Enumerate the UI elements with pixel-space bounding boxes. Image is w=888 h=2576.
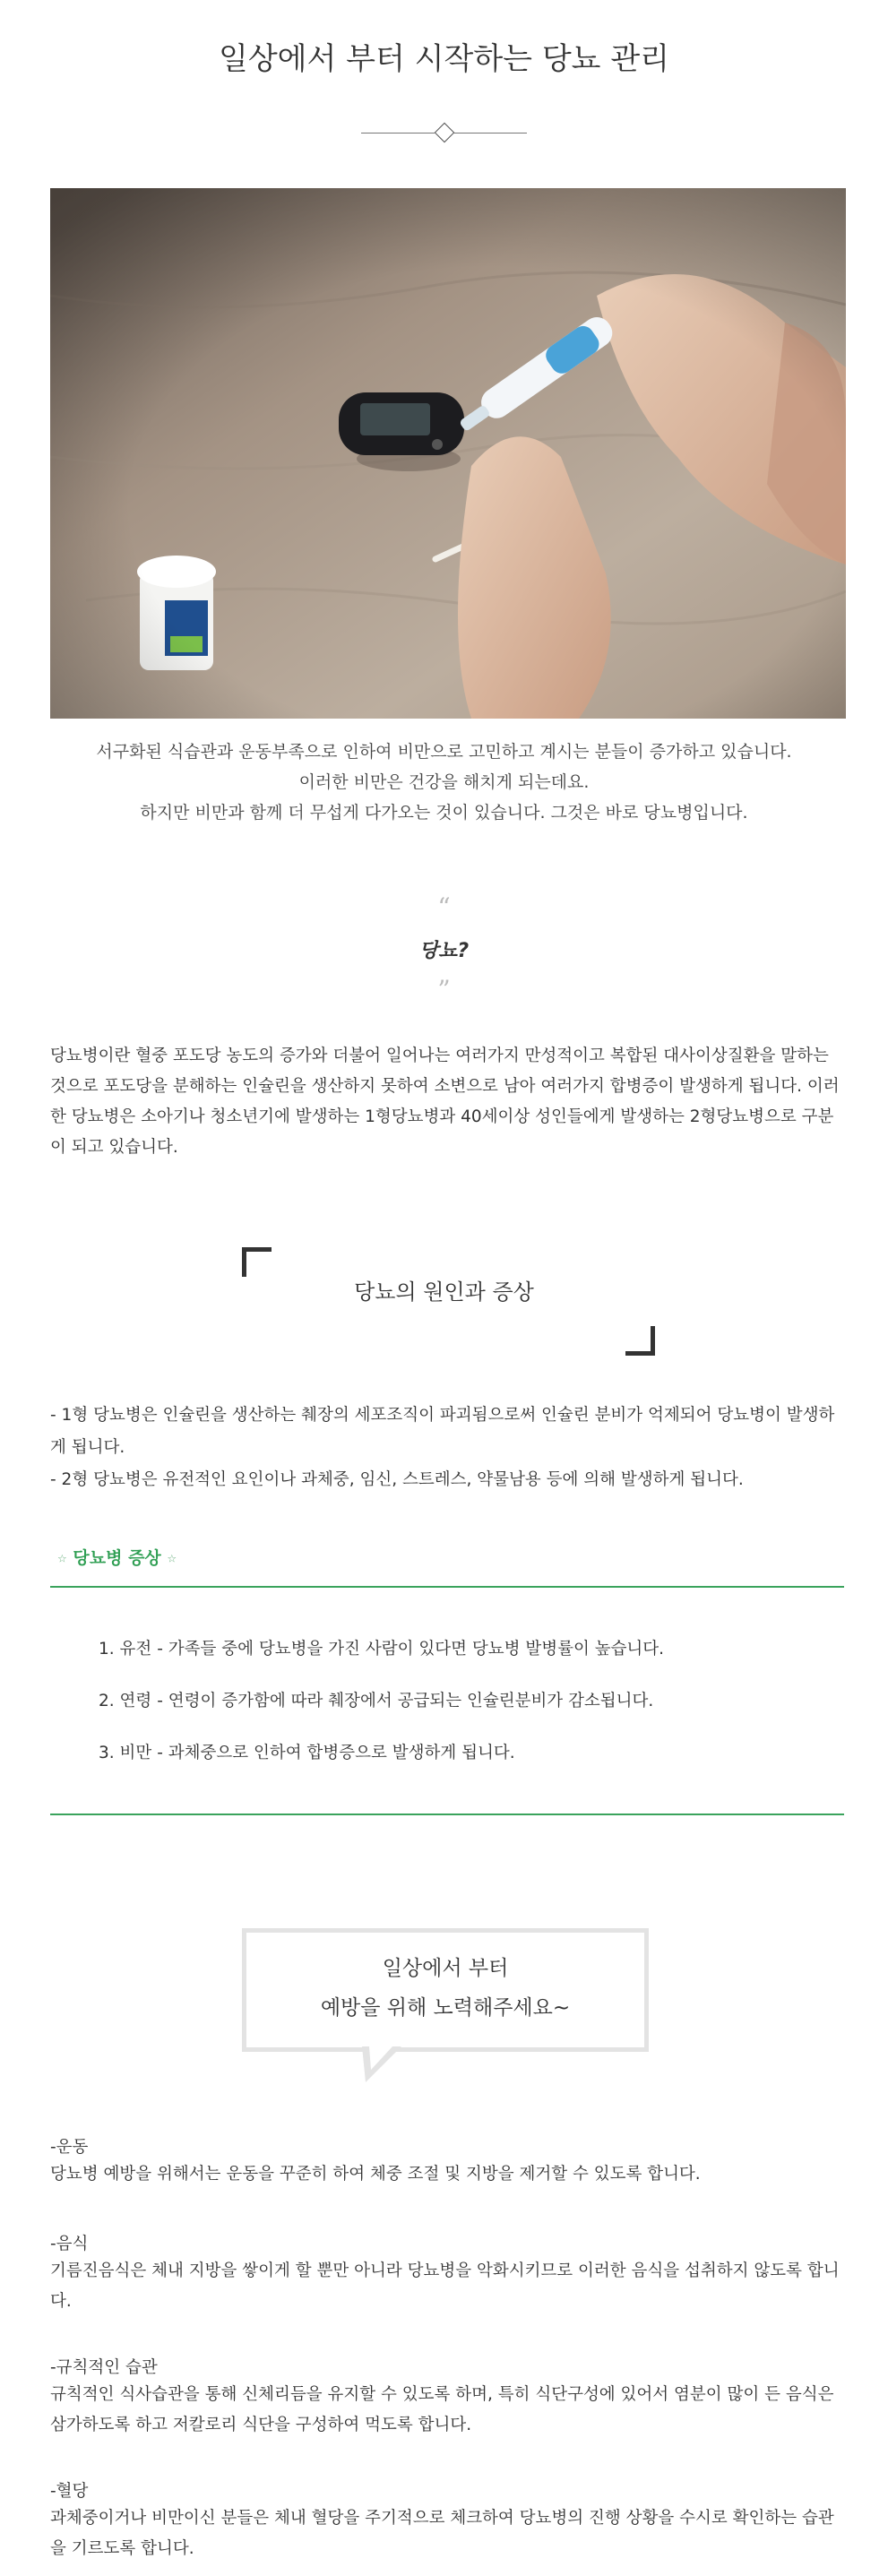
type1-cause-text: - 1형 당뇨병은 인슐린을 생산하는 췌장의 세포조직이 파괴됨으로써 인슐린 분비가 억제되어 당뇨병이 발생하게 됩니다. [50,1406,835,1457]
tip-label-exercise: -운동 [50,2138,89,2157]
speech-bubble-tail [358,2046,412,2086]
symptoms-bottom-rule [50,1814,844,1815]
corner-bracket-top-left [242,1247,272,1277]
symptom-item: 1. 유전 - 가족들 중에 당뇨병을 가진 사람이 있다면 당뇨병 발병률이 높습니다. [99,1640,665,1658]
intro-text [0,737,888,828]
star-icon: ☆ [57,1552,67,1565]
symptoms-top-rule [50,1586,844,1588]
close-quote-icon: ” [437,975,451,1004]
tip-text-habits: 규칙적인 식사습관을 통해 신체리듬을 유지할 수 있도록 하며, 특히 식단구성에 있어서 염분이 많이 든 음식은 삼가하도록 하고 저칼로리 식단을 구성하여 먹도록 합니다. [50,2385,834,2434]
tip-label-blood-sugar: -혈당 [50,2482,89,2501]
tip-label-habits: -규칙적인 습관 [50,2358,158,2377]
causes-section-title: 당뇨의 원인과 증상 [354,1279,534,1305]
symptoms-heading [57,1545,177,1569]
definition-text: 당뇨병이란 혈중 포도당 농도의 증가와 더불어 일어나는 여러가지 만성적이고 복합된 대사이상질환을 말하는 것으로 포도당을 분해하는 인슐린을 생산하지 못하여 소변으로 남아 여러가지 합병증이 발생하게 됩니다. 이러한 당뇨병은 소아기나 청소년기에 발생하는 1형당뇨병과 40세이상 성인들에게 발생하는 2형당뇨병으로 구분이 되고 있습니다. [50,1047,840,1157]
title-divider-right [453,133,527,134]
bubble-line-2: 예방을 위해 노력해주세요~ [320,1996,571,2020]
tip-text-food: 기름진음식은 체내 지방을 쌓이게 할 뿐만 아니라 당뇨병을 악화시키므로 이러한 음식을 섭취하지 않도록 합니다. [50,2262,840,2311]
corner-bracket-bottom-right [625,1326,655,1356]
speech-bubble [242,1928,649,2052]
symptom-item: 2. 연령 - 연령이 증가함에 따라 췌장에서 공급되는 인슐린분비가 감소됩니다. [99,1692,654,1710]
title-divider-left [361,133,435,134]
tip-text-blood-sugar: 과체중이거나 비만이신 분들은 체내 혈당을 주기적으로 체크하여 당뇨병의 진행 상황을 수시로 확인하는 습관을 기르도록 합니다. [50,2509,834,2558]
type2-cause-text: - 2형 당뇨병은 유전적인 요인이나 과체중, 임신, 스트레스, 약물남용 등에 의해 발생하게 됩니다. [50,1470,744,1489]
page-title: 일상에서 부터 시작하는 당뇨 관리 [218,41,670,77]
diamond-icon [435,123,455,143]
symptoms-heading-label: 당뇨병 증상 [73,1548,161,1568]
intro-line-2: 이러한 비만은 건강을 해치게 되는데요. [298,772,590,792]
open-quote-icon: “ [437,892,451,922]
tip-text-exercise: 당뇨병 예방을 위해서는 운동을 꾸준히 하여 체중 조절 및 지방을 제거할 수 있도록 합니다. [50,2165,701,2184]
star-icon: ☆ [167,1552,177,1565]
bubble-line-1: 일상에서 부터 [382,1957,509,1980]
intro-line-1: 서구화된 식습관과 운동부족으로 인하여 비만으로 고민하고 계시는 분들이 증가하고 있습니다. [96,742,792,762]
symptom-item: 3. 비만 - 과체중으로 인하여 합병증으로 발생하게 됩니다. [99,1744,515,1762]
tip-label-food: -음식 [50,2235,89,2253]
intro-line-3: 하지만 비만과 함께 더 무섭게 다가오는 것이 있습니다. 그것은 바로 당뇨병입니다. [140,803,748,823]
quote-title: 당뇨? [418,940,470,962]
blood-glucose-test-photo [50,188,846,719]
